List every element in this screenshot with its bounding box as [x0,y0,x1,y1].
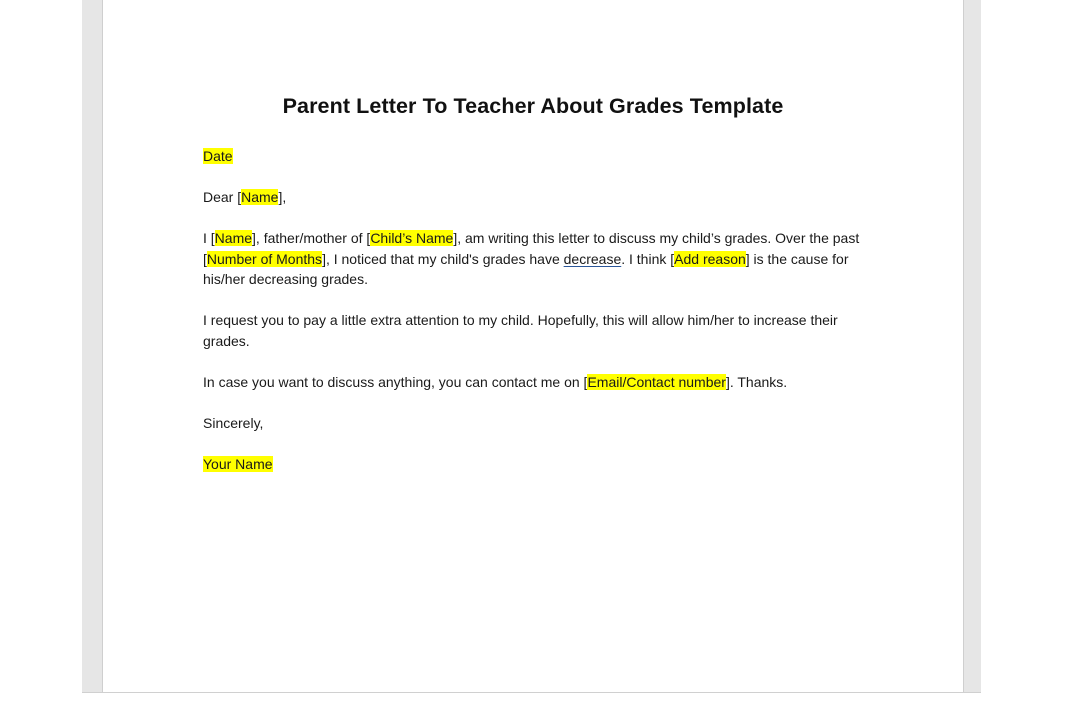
paragraph-intro: I [Name], father/mother of [Child’s Name], am writing this letter to discuss my child’s grades. Over the past [Number of Months], I noticed that my child's grades have decrease. I think [Add reason] is the cause for his/her decreasing grades. [203,230,860,287]
letter-body[interactable] [203,146,873,495]
date-placeholder: Date [203,148,233,164]
closing: Sincerely, [203,414,264,431]
paragraph-request: I request you to pay a little extra attention to my child. Hopefully, this will allow him/her to increase their grades. [203,312,838,349]
recipient-name-placeholder: Name [241,189,279,205]
signature-line [203,454,873,475]
page-bottom-edge [82,692,981,693]
contact-placeholder: Email/Contact number [587,373,726,390]
page-title: Parent Letter To Teacher About Grades Template [282,94,784,118]
paragraph-contact: In case you want to discuss anything, you can contact me on [Email/Contact number]. Thanks. [203,373,788,390]
salutation: Dear [Name], [203,189,287,205]
child-name-placeholder: Child’s Name [370,230,454,246]
date-line [203,146,873,167]
parent-name-placeholder: Name [214,230,253,246]
signature-placeholder: Your Name [203,455,273,472]
months-placeholder: Number of Months [206,250,323,267]
reason-placeholder: Add reason [674,250,746,267]
spellcheck-word[interactable]: decrease [563,250,622,267]
